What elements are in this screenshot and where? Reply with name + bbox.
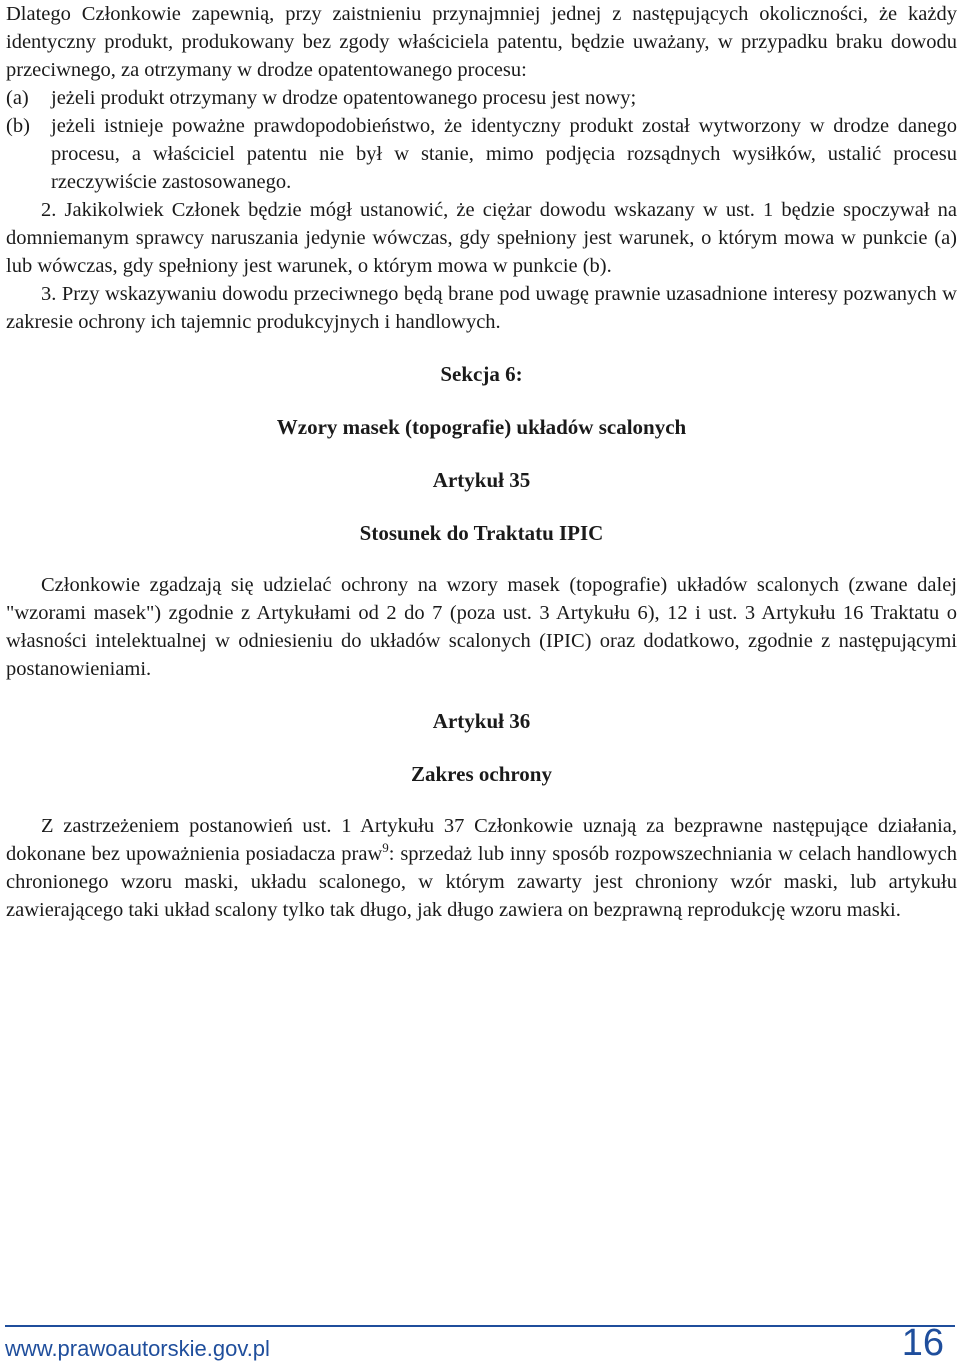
art35-body: Członkowie zgadzają się udzielać ochrony na wzory masek (topografie) układów scalonych (zwane dalej "wzorami masek") zgodnie z Artykułami od 2 do 7 (poza ust. 3 Artykułu 6), 12 i ust. 3 Artykułu 16 Traktatu o własności intelektualnej w odniesieniu do układów scalonych (IPIC) oraz dodatkowo, zgodnie z następującymi postanowieniami. bbox=[6, 574, 957, 680]
art35-title: Stosunek do Traktatu IPIC bbox=[359, 521, 604, 545]
section-heading: Sekcja 6: bbox=[440, 362, 523, 386]
page-number: 16 bbox=[901, 1322, 944, 1364]
item-a-label: (a) bbox=[6, 87, 29, 109]
section-title: Wzory masek (topografie) układów scalonych bbox=[276, 415, 687, 439]
art36-title: Zakres ochrony bbox=[411, 762, 552, 786]
art34-paragraph-3: 3. Przy wskazywaniu dowodu przeciwnego będą brane pod uwagę prawnie uzasadnione interesy pozwanych w zakresie ochrony ich tajemnic produkcyjnych i handlowych. bbox=[6, 283, 957, 333]
item-a-text: jeżeli produkt otrzymany w drodze opatentowanego procesu jest nowy; bbox=[51, 87, 637, 109]
art36-body-after: : sprzedaż lub inny sposób rozpowszechniania w celach handlowych chronionego wzoru maski, układu scalonego, w którym zawarty jest chroniony wzór maski, lub artykułu zawierającego taki układ scalony tylko tak długo, jak długo zawiera on bezprawną reprodukcję wzoru maski. bbox=[6, 843, 957, 921]
item-b-label: (b) bbox=[6, 115, 30, 137]
art36-body bbox=[6, 812, 957, 924]
art36-heading: Artykuł 36 bbox=[432, 709, 531, 733]
art35-heading: Artykuł 35 bbox=[432, 468, 531, 492]
document-body bbox=[6, 0, 957, 924]
art36-body-before: Z zastrzeżeniem postanowień ust. 1 Artykułu 37 Członkowie uznają za bezprawne następujące działania, dokonane bez upoważnienia posiadacza praw bbox=[6, 815, 957, 865]
item-b-text: jeżeli istnieje poważne prawdopodobieństwo, że identyczny produkt został wytworzony w drodze danego procesu, a właściciel patentu nie był w stanie, mimo podjęcia rozsądnych wysiłków, ustalić procesu rzeczywiście zastosowanego. bbox=[51, 115, 957, 193]
footer-rule bbox=[5, 1325, 955, 1327]
footer-url[interactable]: www.prawoautorskie.gov.pl bbox=[5, 1336, 270, 1361]
art34-paragraph-2: 2. Jakikolwiek Członek będzie mógł ustanowić, że ciężar dowodu wskazany w ust. 1 będzie spoczywał na domniemanym sprawcy naruszania jedynie wówczas, gdy spełniony jest warunek, o którym mowa w punkcie (a) lub wówczas, gdy spełniony jest warunek, o którym mowa w punkcie (b). bbox=[6, 199, 957, 277]
art34-paragraph-1: Dlatego Członkowie zapewnią, przy zaistnieniu przynajmniej jednej z następujących okoliczności, że każdy identyczny produkt, produkowany bez zgody właściciela patentu, będzie uważany, w przypadku braku dowodu przeciwnego, za otrzymany w drodze opatentowanego procesu: bbox=[6, 3, 957, 81]
art34-item-b bbox=[6, 112, 957, 196]
footnote-ref[interactable]: 9 bbox=[382, 840, 389, 856]
art34-item-a bbox=[6, 84, 957, 112]
